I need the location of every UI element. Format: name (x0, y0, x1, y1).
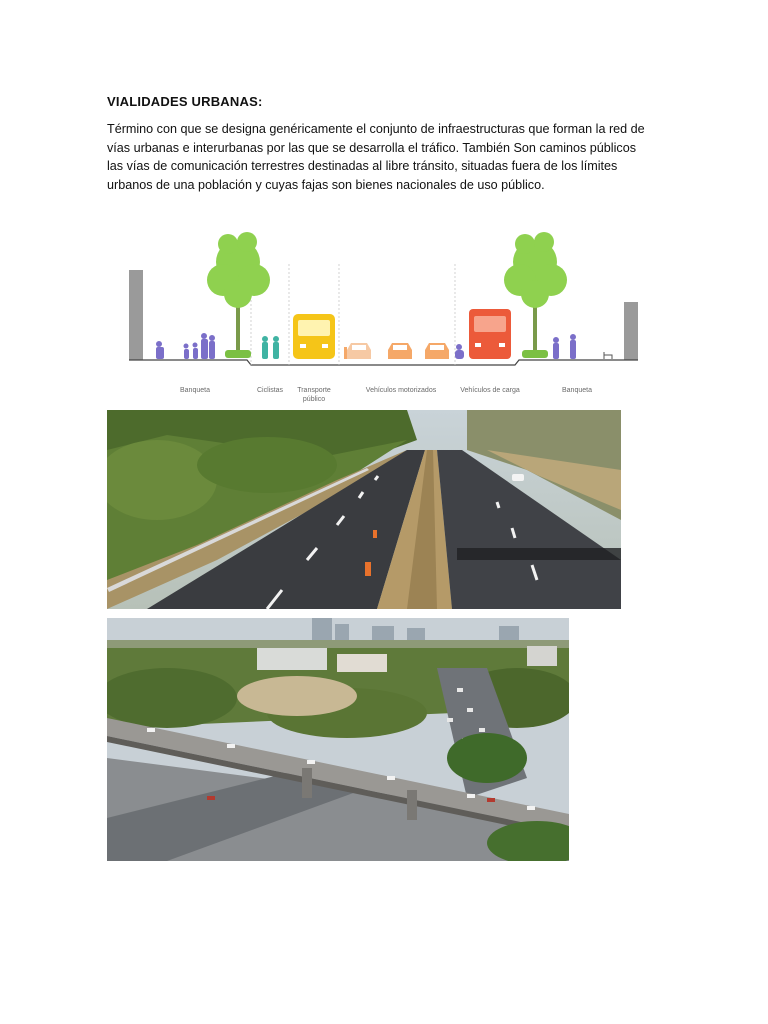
street-cross-section-diagram (107, 222, 647, 410)
highway-photo (107, 410, 621, 609)
city-overpass-photo (107, 618, 569, 861)
pedestrians-right-icon (553, 334, 576, 359)
car-icon-1 (347, 343, 371, 359)
building-left (129, 270, 143, 360)
cyclists-icon (262, 336, 279, 359)
page-title: VIALIDADES URBANAS: (107, 94, 263, 109)
truck-icon (469, 309, 511, 359)
car-icon-2 (388, 343, 412, 359)
label-banqueta-right: Banqueta (562, 387, 592, 394)
label-transporte-2: público (302, 396, 326, 403)
car-icon-3 (425, 343, 449, 359)
bus-icon (293, 314, 335, 359)
definition-paragraph: Término con que se designa genéricamente el conjunto de infraestructuras que forman la red de vías urbanas e interurbanas por las que se desarrolla el tráfico. También Son caminos públicos las vías de comunicación terrestres destinadas al libre tránsito, situadas fuera de los límites urbanos de una población y cuyas fajas son bienes nacionales de uso público. (107, 122, 645, 192)
ground-line (129, 360, 638, 365)
label-vehiculos-motorizados: Vehículos motorizados (365, 387, 437, 394)
label-banqueta-left: Banqueta (180, 387, 210, 394)
label-ciclistas: Ciclistas (256, 387, 284, 394)
bench-icon (604, 352, 612, 359)
motorcyclist-icon (455, 344, 464, 359)
label-transporte-1: Transporte (297, 387, 331, 394)
cone-icon (344, 347, 347, 359)
tree-left-icon (207, 232, 270, 358)
label-vehiculos-carga: Vehículos de carga (460, 387, 520, 394)
building-right (624, 302, 638, 360)
pedestrians-left-icon (156, 333, 215, 359)
